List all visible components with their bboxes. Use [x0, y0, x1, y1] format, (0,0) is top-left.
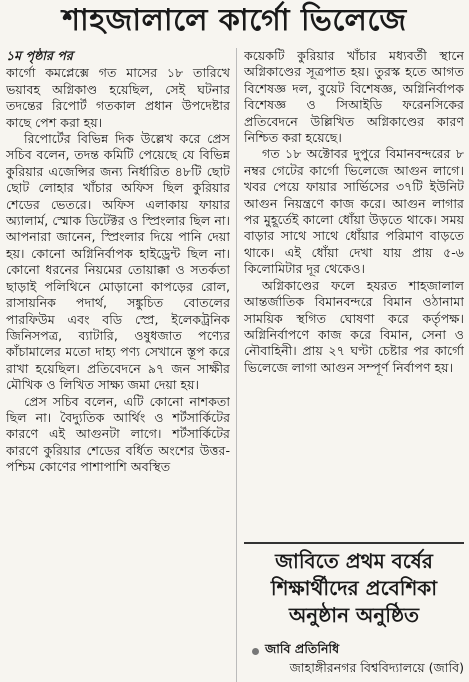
left-column — [6, 48, 230, 682]
headline: শাহজালালে কার্গো ভিলেজে — [62, 3, 407, 38]
story-divider — [244, 542, 464, 544]
byline — [252, 641, 339, 661]
right-column — [244, 48, 464, 538]
paragraph: কার্গো কমপ্লেক্সে গত মাসের ১৮ তারিখে ভয়াবহ অগ্নিকাণ্ড হয়েছিল, সেই ঘটনার তদন্তের রিপোর্ট গতকাল প্রধান উপদেষ্টার কাছে পেশ করা হয়। — [6, 65, 230, 130]
continuation-label: ১ম পৃষ্ঠার পর — [6, 48, 73, 63]
paragraph: প্রেস সচিব বলেন, এটি কোনো নাশকতা ছিল না। বৈদ্যুতিক আর্থিং ও শর্টসার্কিটের কারণে এই আগুনটা লাগে। শর্টসার্কিটের কারণে কুরিয়ার শেডের বর্ধিত অংশের উত্তর-পশ্চিম কোণের পাশাপাশি অবস্থিত — [6, 393, 230, 475]
paragraph: অগ্নিকাণ্ডের ফলে হযরত শাহজালাল আন্তর্জাতিক বিমানবন্দরে বিমান ওঠানামা সাময়িক স্থগিত ঘোষণা করে কর্তৃপক্ষ। অগ্নিনির্বাপণে কাজ করে বিমান, সেনা ও নৌবাহিনী। প্রায় ২৭ ঘণ্টা চেষ্টার পর কার্গো ভিলেজে লাগা আগুন সম্পূর্ণ নির্বাপণ হয়। — [244, 277, 464, 375]
byline-text: জাবি প্রতিনিধি — [265, 641, 340, 656]
column-divider — [236, 48, 237, 682]
dateline: জাহাঙ্গীরনগর বিশ্ববিদ্যালয়ে (জাবি) — [289, 660, 464, 675]
paragraph: কয়েকটি কুরিয়ার খাঁচার মধ্যবর্তী স্থানে অগ্নিকাণ্ডের সূত্রপাত হয়। তুরস্ক হতে আগত বিশেষজ্ঞ দল, বুয়েট বিশেষজ্ঞ, অগ্নিনির্বাপক বিশেষজ্ঞ ও সিআইডি ফরেনসিকের প্রতিবেদনে উল্লিখিত অগ্নিকাণ্ডের কারণ নিশ্চিত করা হয়েছে। — [244, 48, 464, 146]
second-story-headline: জাবিতে প্রথম বর্ষের শিক্ষার্থীদের প্রবেশিকা অনুষ্ঠান অনুষ্ঠিত — [270, 549, 438, 627]
paragraph: গত ১৮ অক্টোবর দুপুরে বিমানবন্দরের ৮ নম্বর গেটের কার্গো ভিলেজে আগুন লাগে। খবর পেয়ে ফায়ার সার্ভিসের ৩৭টি ইউনিট আগুন নিয়ন্ত্রণে কাজ করে। আগুন লাগার পর মুহূর্তেই কালো ধোঁয়া উড়তে থাকে। সময় বাড়ার সাথে সাথে ধোঁয়ার পরিমাণ বাড়তে থাকে। এই ধোঁয়া দেখা যায় প্রায় ৫-৬ কিলোমিটার দূর থেকেও। — [244, 146, 464, 277]
paragraph: রিপোর্টের বিভিন্ন দিক উল্লেখ করে প্রেস সচিব বলেন, তদন্ত কমিটি পেয়েছে যে বিভিন্ন কুরিয়ার এজেন্সির জন্য নির্ধারিত ৪৮টি ছোট ছোট লোহার খাঁচার অফিস ছিল কুরিয়ার শেডের ভেতরে। অফিস এলাকায় ফায়ার অ্যালার্ম, স্মোক ডিটেক্টর ও স্প্রিংলার ছিল না। আপনারা জানেন, স্প্রিংলার দিয়ে পানি দেয়া হয়। কোনো অগ্নিনির্বাপক হাইড্রেন্ট ছিল না। কোনো ধরনের নিয়মের তোয়াক্কা ও সতর্কতা ছাড়াই পলিথিনে মোড়ানো কাপড়ের রোল, রাসায়নিক পদার্থ, সঙ্কুচিত বোতলের পারফিউম এবং বডি স্প্রে, ইলেকট্রনিক জিনিসপত্র, ব্যাটারি, ওষুধজাত পণ্যের কাঁচামালের মতো দাহ্য পণ্য সেখানে স্তূপ করে রাখা হয়েছিল। প্রতিবেদনে ৯৭ জন সাক্ষীর মৌখিক ও লিখিত সাক্ষ্য জমা দেয়া হয়। — [6, 131, 230, 393]
bullet-icon — [252, 648, 259, 655]
